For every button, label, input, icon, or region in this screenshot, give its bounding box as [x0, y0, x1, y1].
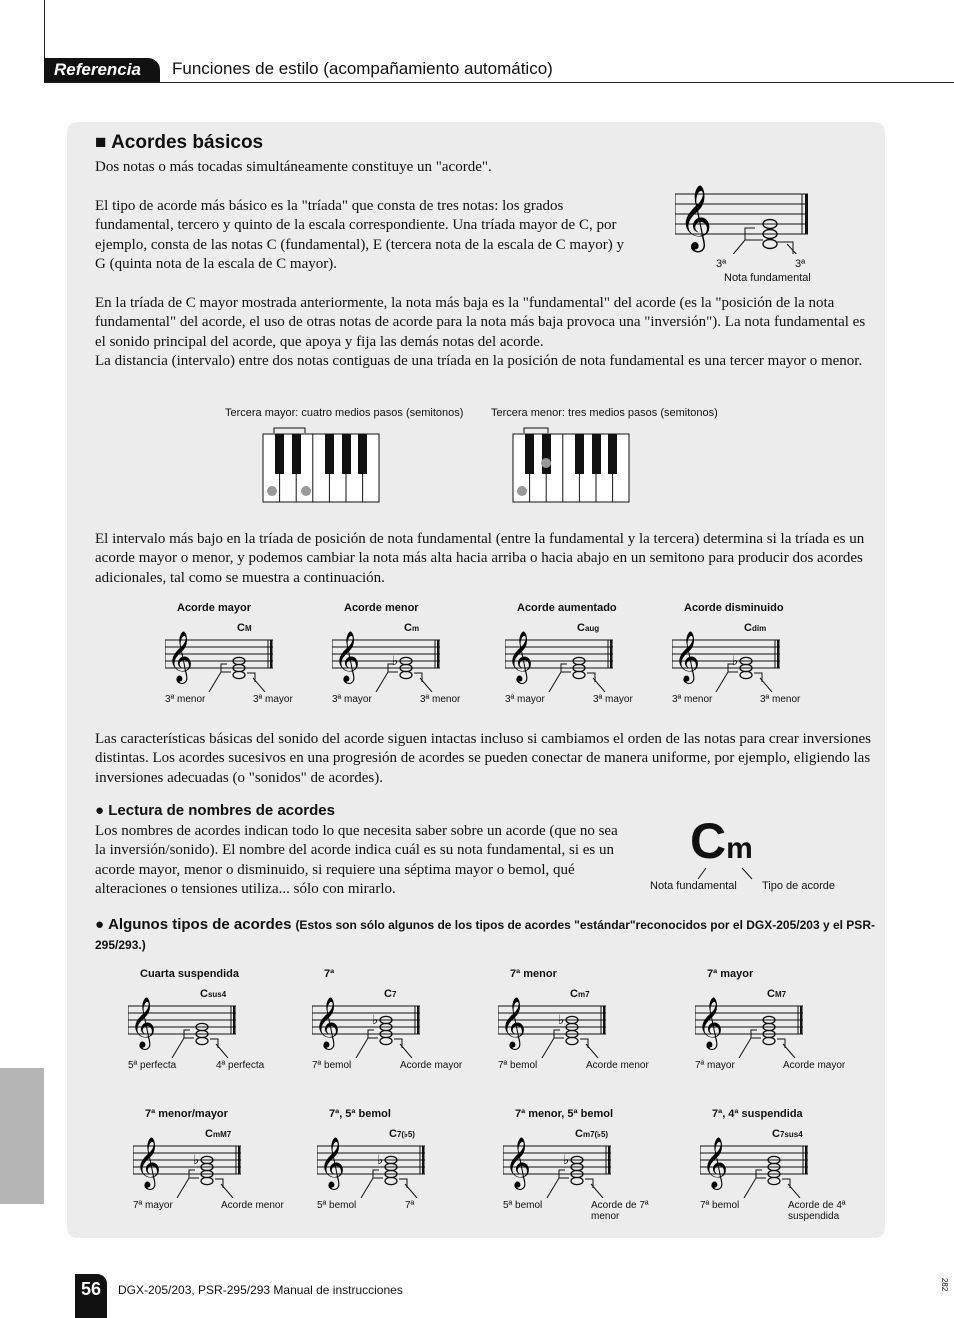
- chord-title: Cuarta suspendida: [140, 968, 240, 980]
- chord-title: 7ª, 4ª suspendida: [712, 1108, 803, 1120]
- keyboard-minor-third: [512, 426, 634, 506]
- chord-staff: [332, 626, 440, 692]
- section-title: Acordes básicos: [111, 132, 264, 153]
- chord-suffix: sus4: [207, 990, 227, 999]
- chord-staff: [312, 992, 420, 1058]
- flat-icon: ♭: [563, 1153, 570, 1168]
- chord-diagram: [165, 602, 355, 722]
- root-label: Nota fundamental: [650, 880, 737, 892]
- chord-root: C: [200, 988, 208, 1000]
- chord-title: 7ª mayor: [707, 968, 754, 980]
- chord-suffix: m: [411, 624, 420, 633]
- chord-staff: [503, 1132, 611, 1198]
- chord-left-label: 7ª mayor: [695, 1060, 735, 1071]
- treble-clef-icon: 𝄞: [507, 631, 534, 682]
- chord-left-label: 5ª perfecta: [128, 1060, 177, 1071]
- chord-right-label: 4ª perfecta: [216, 1060, 265, 1071]
- chord-staff-wrap: [498, 992, 606, 1063]
- square-bullet-icon: ■: [95, 132, 107, 153]
- type-label: Tipo de acorde: [762, 880, 835, 892]
- treble-clef-icon: 𝄞: [334, 631, 361, 682]
- chord-right-label: Acorde de 4ª suspendida: [788, 1200, 846, 1222]
- side-code: 282: [940, 1277, 950, 1292]
- chord-diagram: [672, 602, 862, 722]
- chord-suffix: M: [244, 624, 252, 633]
- chord-root: C: [772, 1128, 780, 1140]
- treble-clef-icon: 𝄞: [505, 1137, 532, 1188]
- paragraph-6: Las características básicas del sonido del acorde siguen intactas incluso si cambiamos el orden de las notas para crear inversiones distintas. Los acordes sucesivos en una progresión de acordes se pueden conectar de manera uniforme, por ejemplo, eligiendo las inversiones adecuadas (o "sonidos" de acordes).: [95, 731, 871, 786]
- chord-root: C: [205, 1128, 213, 1140]
- flat-icon: ♭: [558, 1013, 565, 1028]
- flat-icon: ♭: [392, 654, 399, 669]
- chord-suffix: aug: [584, 624, 600, 633]
- treble-clef-icon: 𝄞: [697, 997, 724, 1048]
- circle-bullet-icon: ●: [95, 916, 105, 933]
- chord-staff-wrap: [165, 626, 273, 697]
- note-head: [566, 1037, 578, 1044]
- chord-staff-wrap: [672, 626, 780, 697]
- chord-left-label: 3ª mayor: [505, 694, 545, 705]
- chord-title: 7ª, 5ª bemol: [329, 1108, 391, 1120]
- chord-left-label: 3ª mayor: [332, 694, 372, 705]
- page-number: 56: [75, 1274, 107, 1318]
- chord-staff: [133, 1132, 241, 1198]
- big-chord-symbol: [690, 812, 753, 870]
- chord-staff: [505, 626, 613, 692]
- big-chord-root: C: [690, 813, 727, 869]
- chord-root: C: [237, 622, 245, 634]
- circle-bullet-icon: ●: [95, 802, 105, 819]
- chord-title: Acorde menor: [344, 602, 419, 614]
- keyboard-major-caption: Tercera mayor: cuatro medios pasos (semitonos): [225, 407, 464, 419]
- big-chord-suffix: m: [726, 832, 753, 865]
- types-note: (Estos son sólo algunos de los tipos de acordes "estándar"reconocidos por el DGX-205/203 y el PSR-295/293.): [95, 918, 875, 952]
- third-label-right: 3ª: [795, 258, 806, 270]
- chord-suffix: dim: [751, 624, 767, 633]
- chord-staff-wrap: [128, 992, 236, 1063]
- chord-right-label: Acorde de 7ª menor: [591, 1200, 649, 1222]
- note-head: [571, 1177, 583, 1184]
- treble-clef-icon: 𝄞: [500, 997, 527, 1048]
- note-head: [400, 671, 412, 678]
- chord-staff: [317, 1132, 425, 1198]
- chord-staff-wrap: [133, 1132, 241, 1203]
- chord-staff: [128, 992, 236, 1058]
- reference-badge: Referencia: [44, 58, 160, 82]
- chord-suffix: 7(♭5): [396, 1130, 415, 1139]
- reading-title: Lectura de nombres de acordes: [108, 802, 335, 819]
- chord-staff: [672, 626, 780, 692]
- chord-title: 7ª menor: [510, 968, 557, 980]
- keyboard-major-third: [262, 426, 384, 506]
- treble-clef-icon: 𝄞: [679, 185, 713, 250]
- note-head: [196, 1037, 208, 1044]
- treble-clef-icon: 𝄞: [314, 997, 341, 1048]
- chord-diagram: [695, 968, 885, 1088]
- chord-suffix: 7sus4: [779, 1130, 803, 1139]
- paragraph-2: El tipo de acorde más básico es la "tríada" que consta de tres notas: los grados fundamental, tercero y quinto de la escala correspondiente. Una tríada mayor de C, por ejemplo, consta de las notas C (fundamental), E (tercera nota de la escala de C mayor) y G (quinta nota de la escala de C mayor).: [95, 198, 624, 273]
- flat-icon: ♭: [377, 1153, 384, 1168]
- header-rule: [44, 82, 954, 83]
- chord-right-label: 7ª: [405, 1200, 415, 1211]
- reading-paragraph: Los nombres de acordes indican todo lo que necesita saber sobre un acorde (que no sea la inversión/sonido). El nombre del acorde indica cuál es su nota fundamental, si es un acorde mayor, menor o disminuido, si requiere una séptima mayor o bemol, qué alteraciones o tensiones utiliza... sólo con mirarlo.: [95, 823, 618, 898]
- chord-left-label: 7ª bemol: [700, 1200, 740, 1211]
- paragraph-3: En la tríada de C mayor mostrada anteriormente, la nota más baja es la "fundamental" del acorde (es la "posición de la nota fundamental" del acorde, el uso de otras notas de acorde para la nota más baja provoca una "inversión"). La nota fundamental es el sonido principal del acorde, que apoya y fija las demás notas del acorde.: [95, 295, 866, 350]
- treble-clef-icon: 𝄞: [167, 631, 194, 682]
- paragraph-5: El intervalo más bajo en la tríada de posición de nota fundamental (entre la fundamental y la tercera) determina si la tríada es un acorde mayor o menor, y podemos cambiar la nota más alta hacia arriba o hacia abajo en un semitono para producir dos acordes adicionales, tal como se muestra a continuación.: [95, 531, 865, 586]
- chord-root: C: [404, 622, 412, 634]
- treble-clef-icon: 𝄞: [319, 1137, 346, 1188]
- chord-staff-wrap: [503, 1132, 611, 1203]
- note-head: [233, 671, 245, 678]
- note-head: [385, 1177, 397, 1184]
- triad-staff-figure: [675, 182, 815, 254]
- chord-right-label: Acorde menor: [221, 1200, 284, 1211]
- chord-staff-wrap: [332, 626, 440, 697]
- chord-root: C: [767, 988, 775, 1000]
- chord-staff: [498, 992, 606, 1058]
- treble-clef-icon: 𝄞: [702, 1137, 729, 1188]
- chord-title: Acorde aumentado: [517, 602, 617, 614]
- note-head: [763, 1037, 775, 1044]
- chord-title: Acorde mayor: [177, 602, 251, 614]
- chord-diagram: [700, 1108, 890, 1228]
- chord-staff-wrap: [312, 992, 420, 1063]
- chord-staff-wrap: [700, 1132, 808, 1203]
- chord-title: Acorde disminuido: [684, 602, 784, 614]
- chord-root: C: [575, 1128, 583, 1140]
- chord-title: 7ª menor/mayor: [145, 1108, 228, 1120]
- note-head: [768, 1177, 780, 1184]
- chord-title: 7ª menor, 5ª bemol: [515, 1108, 614, 1120]
- chord-diagram: [312, 968, 502, 1088]
- chord-right-label: 3ª mayor: [253, 694, 293, 705]
- chord-suffix: mM7: [212, 1130, 232, 1139]
- chord-staff: [700, 1132, 808, 1198]
- root-note-label: Nota fundamental: [724, 272, 811, 284]
- chord-suffix: m7: [577, 990, 590, 999]
- treble-clef-icon: 𝄞: [135, 1137, 162, 1188]
- chord-left-label: 7ª bemol: [312, 1060, 352, 1071]
- note-head: [380, 1037, 392, 1044]
- big-chord-pointers: [690, 866, 780, 880]
- note-head: [573, 671, 585, 678]
- chord-suffix: 7: [391, 990, 397, 999]
- section-heading: [95, 132, 263, 154]
- chord-right-label: Acorde mayor: [400, 1060, 463, 1071]
- treble-clef-icon: 𝄞: [674, 631, 701, 682]
- flat-icon: ♭: [732, 654, 739, 669]
- chord-root: C: [744, 622, 752, 634]
- chord-diagram: [128, 968, 318, 1088]
- side-tab: [0, 1068, 44, 1204]
- chord-left-label: 5ª bemol: [317, 1200, 357, 1211]
- keyboard-minor-caption: Tercera menor: tres medios pasos (semitonos): [491, 407, 718, 419]
- chord-staff: [695, 992, 803, 1058]
- chord-title: 7ª: [324, 968, 335, 980]
- chord-right-label: Acorde menor: [586, 1060, 649, 1071]
- flat-icon: ♭: [372, 1013, 379, 1028]
- chord-diagram: [317, 1108, 507, 1228]
- chord-left-label: 5ª bemol: [503, 1200, 543, 1211]
- chord-diagram: [505, 602, 695, 722]
- chord-suffix: M7: [774, 990, 787, 999]
- note-head: [740, 671, 752, 678]
- chord-right-label: Acorde mayor: [783, 1060, 846, 1071]
- chord-left-label: 7ª bemol: [498, 1060, 538, 1071]
- chord-root: C: [570, 988, 578, 1000]
- treble-clef-icon: 𝄞: [130, 997, 157, 1048]
- chord-staff-wrap: [695, 992, 803, 1063]
- types-heading: [95, 915, 875, 955]
- paragraph-1: Dos notas o más tocadas simultáneamente constituye un "acorde".: [95, 159, 492, 175]
- third-label-left: 3ª: [716, 258, 727, 270]
- chord-right-label: 3ª menor: [420, 694, 461, 705]
- chord-diagram: [133, 1108, 323, 1228]
- flat-icon: ♭: [193, 1153, 200, 1168]
- chord-suffix: m7(♭5): [582, 1130, 609, 1139]
- chord-staff: [165, 626, 273, 692]
- reading-heading: [95, 802, 335, 819]
- paragraph-4: La distancia (intervalo) entre dos notas contiguas de una tríada en la posición de nota fundamental es una tercer mayor o menor.: [95, 353, 863, 369]
- chord-left-label: 7ª mayor: [133, 1200, 173, 1211]
- note-head: [201, 1177, 213, 1184]
- chord-left-label: 3ª menor: [165, 694, 206, 705]
- chord-root: C: [384, 988, 392, 1000]
- chord-diagram: [498, 968, 688, 1088]
- chord-right-label: 3ª mayor: [593, 694, 633, 705]
- chord-right-label: 3ª menor: [760, 694, 801, 705]
- chord-root: C: [577, 622, 585, 634]
- chord-left-label: 3ª menor: [672, 694, 713, 705]
- chord-root: C: [389, 1128, 397, 1140]
- chord-staff-wrap: [317, 1132, 425, 1203]
- page-header-title: Funciones de estilo (acompañamiento automático): [172, 59, 553, 78]
- chord-diagram: [503, 1108, 693, 1228]
- footer-manual-title: DGX-205/203, PSR-295/293 Manual de instrucciones: [118, 1283, 403, 1297]
- chord-diagram: [332, 602, 522, 722]
- chord-staff-wrap: [505, 626, 613, 697]
- types-title: Algunos tipos de acordes: [108, 916, 292, 933]
